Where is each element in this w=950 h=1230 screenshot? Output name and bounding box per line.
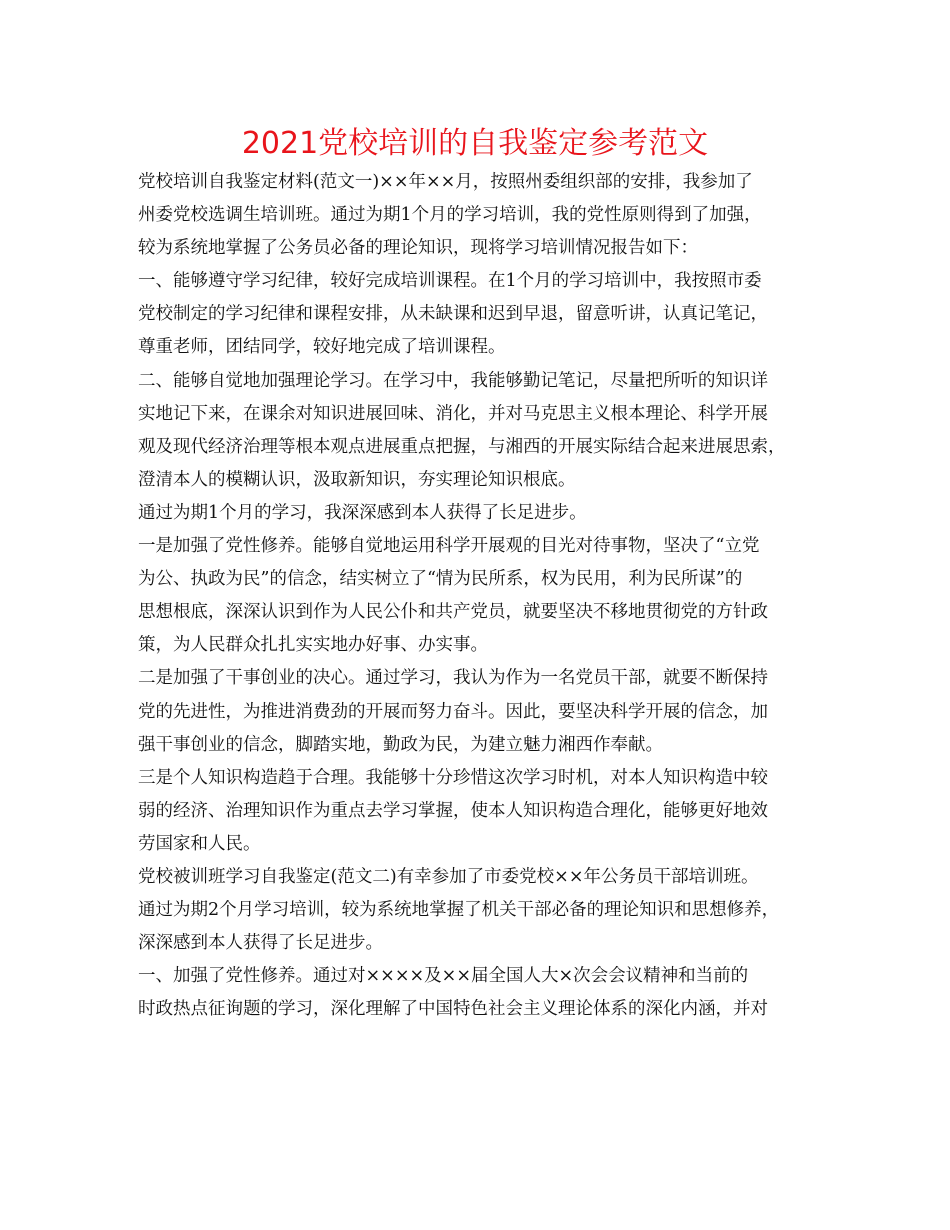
body-line: 为公、执政为民”的信念，结实树立了“情为民所系，权为民用，利为民所谋”的 [138,569,743,590]
body-line: 实地记下来，在课余对知识进展回味、消化，并对马克思主义根本理论、科学开展 [138,403,768,424]
body-line: 党校被训班学习自我鉴定(范文二)有幸参加了市委党校××年公务员干部培训班。 [138,866,759,887]
body-line: 州委党校选调生培训班。通过为期1个月的学习培训，我的党性原则得到了加强， [138,205,762,226]
body-line: 一、加强了党性修养。通过对××××及××届全国人大×次会会议精神和当前的 [138,966,749,987]
body-line: 通过为期1个月的学习，我深深感到本人获得了长足进步。 [138,502,587,523]
body-line: 策，为人民群众扎扎实实地办好事、办实事。 [138,635,488,656]
body-line: 劳国家和人民。 [138,833,261,854]
body-line: 澄清本人的模糊认识，汲取新知识，夯实理论知识根底。 [138,469,576,490]
body-line: 深深感到本人获得了长足进步。 [138,933,383,954]
body-line: 时政热点征询题的学习，深化理解了中国特色社会主义理论体系的深化内涵，并对 [138,999,768,1020]
body-line: 一、能够遵守学习纪律，较好完成培训课程。在1个月的学习培训中，我按照市委 [138,271,762,292]
document-title: 2021党校培训的自我鉴定参考范文 [241,126,709,161]
body-line: 强干事创业的信念，脚踏实地，勤政为民，为建立魅力湘西作奉献。 [138,734,663,755]
body-line: 一是加强了党性修养。能够自觉地运用科学开展观的目光对待事物，坚决了“立党 [138,536,760,557]
body-line: 观及现代经济治理等根本观点进展重点把握，与湘西的开展实际结合起来进展思索， [138,436,786,457]
body-line: 通过为期2个月学习培训，较为系统地掌握了机关干部必备的理论知识和思想修养， [138,900,780,921]
body-line: 较为系统地掌握了公务员必备的理论知识，现将学习培训情况报告如下： [138,238,698,259]
body-line: 二、能够自觉地加强理论学习。在学习中，我能够勤记笔记，尽量把所听的知识详 [138,370,768,391]
document-body [138,166,828,1026]
body-line: 二是加强了干事创业的决心。通过学习，我认为作为一名党员干部，就要不断保持 [138,668,768,689]
body-line: 弱的经济、治理知识作为重点去学习掌握，使本人知识构造合理化，能够更好地效 [138,800,768,821]
body-line: 三是个人知识构造趋于合理。我能够十分珍惜这次学习时机，对本人知识构造中较 [138,767,768,788]
body-line: 尊重老师，团结同学，较好地完成了培训课程。 [138,337,506,358]
body-line: 党校制定的学习纪律和课程安排，从未缺课和迟到早退，留意听讲，认真记笔记， [138,304,768,325]
body-line: 思想根底，深深认识到作为人民公仆和共产党员，就要坚决不移地贯彻党的方针政 [138,602,768,623]
body-line: 党校培训自我鉴定材料(范文一)××年××月，按照州委组织部的安排，我参加了 [138,172,753,192]
body-line: 党的先进性，为推进消费劲的开展而努力奋斗。因此，要坚决科学开展的信念，加 [138,701,768,722]
